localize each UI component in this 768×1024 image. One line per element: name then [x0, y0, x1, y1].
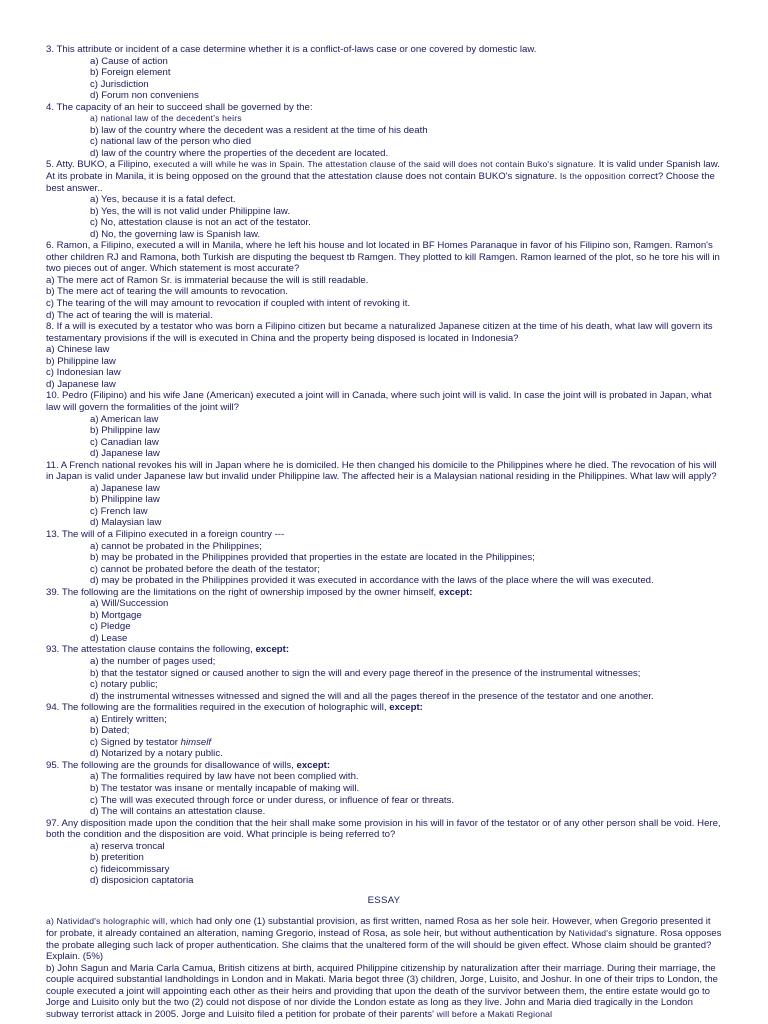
question-block	[46, 587, 722, 645]
answer-option	[46, 621, 722, 633]
answer-option-text: c) Jurisdiction	[90, 78, 149, 90]
question-stem: 8. If a will is executed by a testator who was born a Filipino citizen but became a naturalized Japanese citizen at the time of his death, what law will govern its testamentary provisions if the will is executed in China and the property being disposed is located in Indonesia?	[46, 321, 713, 344]
answer-option	[46, 875, 722, 887]
question-text	[46, 159, 722, 194]
essay-b-text: b) John Sagun and Maria Carla Camua, British citizens at birth, acquired Philippine citizenship by naturalization after their marriage. During their marriage, the couple acquired substantial landholdings in London and in Makati. Maria begot three (3) children, Jorge, Luisito, and Joshur. In one of their trips to London, the couple executed a joint will appointing each other as their heirs and providing that upon the death of the survivor between them, the entire estate would go to Jorge and Luisito only but the two (2) could not dispose of nor divide the London estate as long as they live. John and Maria died tragically in the London subway terrorist attack in 2005. Jorge and Luisito filed a petition for probate of their parents'	[46, 962, 718, 1020]
answer-option-text: a) reserva troncal	[90, 840, 165, 852]
question-text-part: Is the opposition	[559, 171, 626, 182]
question-stem: 3. This attribute or incident of a case determine whether it is a conflict-of-laws case or one covered by domestic law.	[46, 44, 537, 55]
answer-option-text: a) national law of the decedent's heirs	[90, 113, 242, 124]
except-label: except:	[296, 759, 331, 771]
answer-option-text: c) No, attestation clause is not an act of the testator.	[90, 217, 311, 229]
answer-option	[46, 714, 722, 726]
answer-option	[46, 90, 722, 102]
answer-option	[46, 841, 722, 853]
answer-option-text: a) The formalities required by law have not been complied with.	[90, 771, 359, 783]
answer-option	[46, 448, 722, 460]
answer-option-text: d) disposicion captatoria	[90, 875, 194, 887]
question-text	[46, 818, 722, 841]
answer-option	[46, 795, 722, 807]
answer-option-text: a) Japanese law	[90, 482, 160, 494]
answer-option-text: b) The mere act of tearing the will amounts to revocation.	[46, 286, 288, 298]
answer-option-text: c) French law	[90, 505, 148, 517]
question-stem: 39. The following are the limitations on the right of ownership imposed by the owner himself,	[46, 586, 437, 598]
answer-option	[46, 414, 722, 426]
answer-option	[46, 691, 722, 703]
answer-option	[46, 217, 722, 229]
question-stem: 93. The attestation clause contains the following,	[46, 644, 253, 656]
question-stem: 94. The following are the formalities required in the execution of holographic will,	[46, 702, 387, 714]
question-text	[46, 390, 722, 413]
answer-option-text: d) Malaysian law	[90, 517, 162, 529]
question-stem: 10. Pedro (Filipino) and his wife Jane (American) executed a joint will in Canada, where such joint will is valid. In case the joint will is probated in Japan, what law will govern the formalities of the joint will?	[46, 390, 712, 413]
answer-option-text: a) Will/Succession	[90, 598, 169, 610]
answer-option-text: c) Indonesian law	[46, 367, 121, 379]
answer-option-text: a) Chinese law	[46, 344, 110, 356]
answer-option-text: c) notary public;	[90, 679, 158, 691]
answer-option-text: c) The will was executed through force or under duress, or influence of fear or threats.	[90, 794, 455, 806]
essay-question-a	[46, 916, 722, 962]
answer-option	[46, 136, 722, 148]
answer-option	[46, 748, 722, 760]
answer-option	[46, 679, 722, 691]
answer-option-text: d) Forum non conveniens	[90, 90, 199, 102]
question-block	[46, 44, 722, 102]
answer-option-text: d) may be probated in the Philippines provided it was executed in accordance with the laws of the place where the will was executed.	[90, 575, 654, 587]
answer-option-text: a) cannot be probated in the Philippines;	[90, 540, 262, 552]
answer-option-text: a) The mere act of Ramon Sr. is immaterial because the will is still readable.	[46, 274, 369, 286]
essay-a-end: signature. Rosa opposes the probate alleging such lack of proper authentication. She claims that the unaltered form of the will should be given effect. Whose claim should be granted? Explain. (5%)	[46, 928, 722, 963]
question-text	[46, 529, 722, 541]
answer-option	[46, 229, 722, 241]
question-text-part: 5. Atty. BUKO, a Filipino,	[46, 159, 154, 171]
answer-option-text: c) national law of the person who died	[90, 136, 252, 148]
question-block	[46, 644, 722, 702]
essay-question-b	[46, 963, 722, 1021]
question-block	[46, 240, 722, 321]
question-text	[46, 587, 722, 599]
answer-option-text: b) preterition	[90, 852, 144, 864]
answer-option	[46, 194, 722, 206]
answer-option-text: b) Mortgage	[90, 609, 142, 621]
answer-option	[46, 483, 722, 495]
answer-option	[46, 379, 722, 391]
answer-option	[46, 633, 722, 645]
answer-option-text: b) Yes, the will is not valid under Philippine law.	[90, 205, 290, 217]
answer-option	[46, 148, 722, 160]
answer-option	[46, 310, 722, 322]
answer-option	[46, 771, 722, 783]
answer-option-text: b) that the testator signed or caused another to sign the will and every page thereof in the presence of the instrumental witnesses;	[90, 667, 641, 679]
question-block	[46, 321, 722, 390]
question-block	[46, 460, 722, 529]
answer-option	[46, 286, 722, 298]
question-text	[46, 760, 722, 772]
question-stem: 97. Any disposition made upon the condition that the heir shall make some provision in his will in favor of the testator or of any other person shall be void. Here, both the condition and the disposition are void. What principle is being referred to?	[46, 817, 721, 841]
essay-a-lead: a) Natividad's holographic will, which	[46, 916, 194, 927]
answer-option-text: a) Yes, because it is a fatal defect.	[90, 194, 236, 206]
answer-option-text: a) Cause of action	[90, 55, 168, 67]
answer-option-text: d) The will contains an attestation clause.	[90, 806, 266, 818]
answer-option-text: c) The tearing of the will may amount to revocation if coupled with intent of revoking it.	[46, 298, 411, 310]
question-text-part: It is valid under Spanish law. At its probate in Manila, it is being opposed on the ground that the attestation clause does not contain BUKO's signature.	[46, 159, 720, 183]
essay-b-end: will before a Makati Regional	[436, 1008, 553, 1019]
answer-option	[46, 113, 722, 125]
answer-option	[46, 275, 722, 287]
essay-a-mid: Natividad's	[568, 928, 613, 939]
answer-option-text: c) fideicommissary	[90, 863, 170, 875]
question-block	[46, 529, 722, 587]
answer-option	[46, 506, 722, 518]
answer-option	[46, 737, 722, 749]
answer-option-text: d) Notarized by a notary public.	[90, 748, 223, 760]
question-text	[46, 702, 722, 714]
answer-option	[46, 864, 722, 876]
question-block	[46, 702, 722, 760]
answer-option-text: b) Philippine law	[90, 425, 160, 437]
question-text	[46, 102, 722, 114]
answer-option-text: b) Philippine law	[46, 355, 116, 367]
except-label: except:	[389, 702, 423, 714]
answer-option	[46, 541, 722, 553]
answer-option	[46, 656, 722, 668]
question-text	[46, 460, 722, 483]
answer-option-text: d) Lease	[90, 632, 128, 644]
answer-option-text: c) cannot be probated before the death of the testator;	[90, 563, 320, 575]
question-block	[46, 760, 722, 818]
question-block	[46, 818, 722, 887]
question-block	[46, 102, 722, 160]
answer-option-text: c) Signed by testator	[90, 736, 178, 748]
answer-option	[46, 598, 722, 610]
answer-option	[46, 125, 722, 137]
answer-option	[46, 298, 722, 310]
question-stem: 4. The capacity of an heir to succeed shall be governed by the:	[46, 101, 313, 113]
question-block	[46, 390, 722, 459]
answer-option	[46, 564, 722, 576]
essay-heading: ESSAY	[367, 894, 401, 906]
answer-option	[46, 206, 722, 218]
question-text	[46, 644, 722, 656]
question-stem: 95. The following are the grounds for disallowance of wills,	[46, 759, 294, 771]
answer-option-text: b) Dated;	[90, 725, 130, 737]
answer-option-text: b) Foreign element	[90, 67, 171, 79]
question-stem: 6. Ramon, a Filipino, executed a will in Manila, where he left his house and lot located in BF Homes Paranaque in favor of his Filipino son, Ramgen. Ramon's other children RJ and Ramona, both Turkish are disputing the bequest tb Ramgen. They plotted to kill Ramgen. Ramon learned of the plot, so he tore his will in two pieces out of anger. Which statement is most accurate?	[46, 240, 720, 275]
except-label: except:	[438, 586, 473, 598]
question-text	[46, 44, 722, 56]
question-block	[46, 159, 722, 240]
answer-option	[46, 494, 722, 506]
answer-option	[46, 517, 722, 529]
answer-option	[46, 425, 722, 437]
answer-option	[46, 367, 722, 379]
answer-option-text: b) may be probated in the Philippines provided that properties in the estate are located in the Philippines;	[90, 552, 535, 564]
answer-option-text: a) the number of pages used;	[90, 655, 216, 667]
question-text-part: correct? Choose the best answer..	[46, 171, 715, 194]
answer-option-text: d) Japanese law	[90, 448, 160, 460]
except-label: except:	[255, 644, 290, 656]
answer-option-text: a) American law	[90, 413, 159, 425]
answer-option	[46, 575, 722, 587]
answer-option	[46, 552, 722, 564]
answer-option	[46, 806, 722, 818]
question-text-part: executed a will while he was in Spain. The attestation clause of the said will does not contain Buko's signature.	[153, 159, 597, 170]
answer-option-text: d) the instrumental witnesses witnessed and signed the will and all the pages thereof in the presence of the testator and one another.	[90, 690, 654, 702]
essay-a-rest: had only one (1) substantial provision, as first written, named Rosa as her sole heir. However, when Gregorio presented it for probate, it already contained an alteration, naming Gregorio, instead of Rosa, as sole heir, but without authentication by	[46, 916, 711, 940]
answer-option	[46, 437, 722, 449]
italic-word: himself	[180, 736, 212, 748]
answer-option-text: b) The testator was insane or mentally incapable of making will.	[90, 783, 360, 794]
answer-option-text: b) Philippine law	[90, 494, 160, 506]
answer-option-text: d) law of the country where the properties of the decedent are located.	[90, 147, 389, 159]
answer-option-text: d) Japanese law	[46, 378, 116, 390]
answer-option	[46, 67, 722, 79]
answer-option	[46, 610, 722, 622]
answer-option-text: d) No, the governing law is Spanish law.	[90, 228, 261, 240]
answer-option	[46, 56, 722, 68]
answer-option	[46, 783, 722, 795]
answer-option-text: c) Pledge	[90, 621, 131, 633]
answer-option	[46, 725, 722, 737]
answer-option	[46, 668, 722, 680]
answer-option	[46, 344, 722, 356]
answer-option-text: b) law of the country where the decedent was a resident at the time of his death	[90, 124, 428, 136]
answer-option-text: a) Entirely written;	[90, 713, 167, 725]
question-text	[46, 321, 722, 344]
answer-option-text: c) Canadian law	[90, 436, 159, 448]
answer-option-text: d) The act of tearing the will is material.	[46, 309, 213, 321]
answer-option	[46, 79, 722, 91]
question-text	[46, 240, 722, 275]
answer-option	[46, 356, 722, 368]
question-stem: 11. A French national revokes his will in Japan where he is domiciled. He then changed his domicile to the Philippines where he died. The revocation of his will in Japan is valid under Japanese law but invalid under Philippine law. The affected heir is a Malaysian national residing in the Philippines. What law will apply?	[46, 459, 717, 483]
question-stem: 13. The will of a Filipino executed in a foreign country ---	[46, 528, 285, 540]
answer-option	[46, 852, 722, 864]
